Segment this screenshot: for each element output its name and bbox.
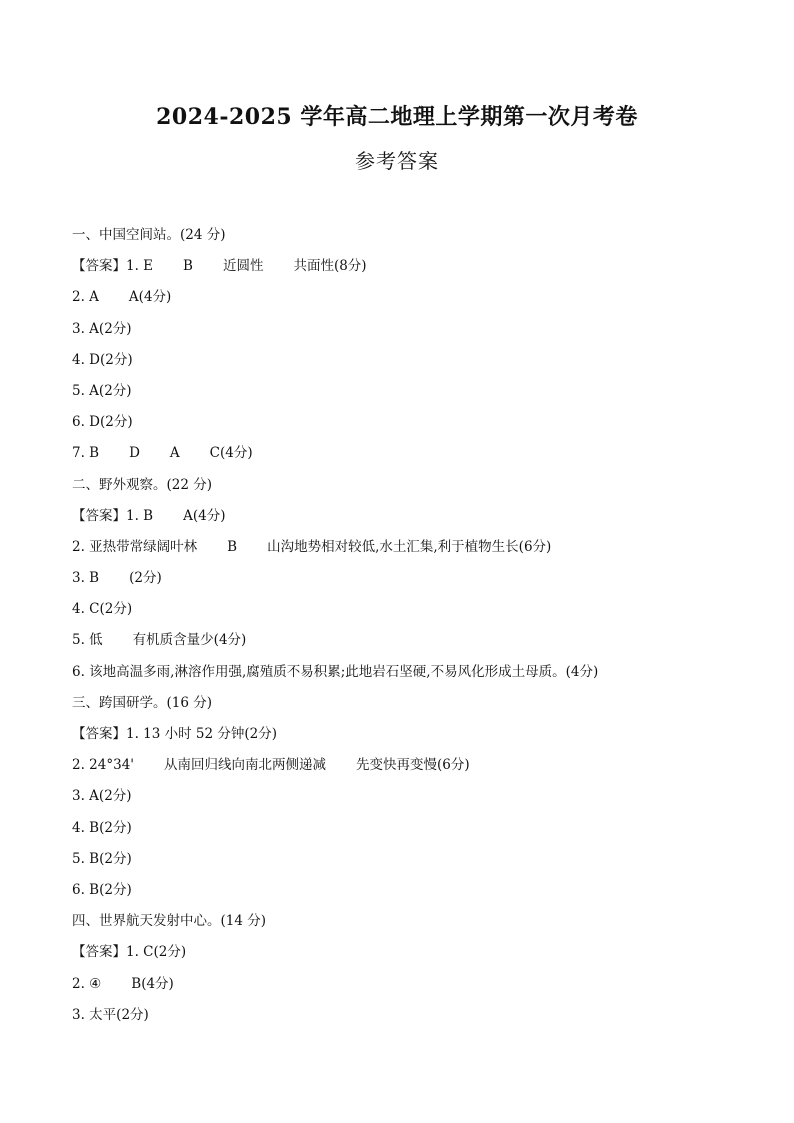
answer-part: 4. D(2分) <box>72 351 133 368</box>
answer-line <box>72 659 772 690</box>
page-subtitle: 参考答案 <box>355 149 439 173</box>
answer-line <box>72 378 772 409</box>
answer-part: 二、野外观察。(22 分) <box>72 476 213 493</box>
answer-line <box>72 503 772 534</box>
answer-part: 3. 太平(2分) <box>72 1006 149 1023</box>
answer-part: C(4分) <box>209 445 253 462</box>
answer-part: 6. 该地高温多雨,淋溶作用强,腐殖质不易积累;此地岩石坚硬,不易风化形成土母质。(4分) <box>72 663 599 680</box>
answer-part: A(4分) <box>183 507 226 524</box>
answer-line <box>72 877 772 908</box>
answer-part: 【答案】1. C(2分) <box>72 944 187 961</box>
answer-line <box>72 721 772 752</box>
page-title: 2024-2025 学年高二地理上学期第一次月考卷 <box>156 104 638 130</box>
answer-line <box>72 846 772 877</box>
answer-part: 2. A <box>72 289 99 306</box>
answer-line <box>72 1002 772 1033</box>
answer-part: 5. 低 <box>72 632 103 649</box>
answer-part: 2. ④ <box>72 975 102 992</box>
answer-part: 2. 24°34' <box>72 757 134 774</box>
answer-line <box>72 596 772 627</box>
answer-line <box>72 971 772 1002</box>
answer-part: 【答案】1. B <box>72 507 154 524</box>
answer-line <box>72 783 772 814</box>
answer-line <box>72 815 772 846</box>
answer-line <box>72 565 772 596</box>
answer-line <box>72 440 772 471</box>
answer-part: 6. D(2分) <box>72 414 133 431</box>
answer-part: 【答案】1. E <box>72 258 154 275</box>
answer-part: 共面性(8分) <box>293 258 367 275</box>
answer-part: 4. C(2分) <box>72 601 133 618</box>
answer-part: 有机质含量少(4分) <box>132 632 247 649</box>
answer-part: (2分) <box>129 570 162 587</box>
answer-part: 3. B <box>72 570 100 587</box>
answer-part: 3. A(2分) <box>72 320 132 337</box>
answer-line <box>72 409 772 440</box>
answer-part: 四、世界航天发射中心。(14 分) <box>72 913 267 930</box>
answer-part: 山沟地势相对较低,水土汇集,利于植物生长(6分) <box>267 538 552 555</box>
answer-part: B <box>227 538 238 555</box>
answer-list <box>72 222 772 1033</box>
answer-part: 3. A(2分) <box>72 788 132 805</box>
section-heading <box>72 222 772 253</box>
section-heading <box>72 690 772 721</box>
answer-line <box>72 534 772 565</box>
answer-line <box>72 627 772 658</box>
answer-part: B(4分) <box>131 975 174 992</box>
answer-part: 从南回归线向南北两侧递减 <box>164 757 326 774</box>
answer-line <box>72 253 772 284</box>
answer-part: A(4分) <box>128 289 172 306</box>
answer-line <box>72 939 772 970</box>
answer-part: D <box>129 445 140 462</box>
answer-part: 6. B(2分) <box>72 881 132 898</box>
answer-part: 2. 亚热带常绿阔叶林 <box>72 538 198 555</box>
answer-line <box>72 284 772 315</box>
answer-part: 5. B(2分) <box>72 850 132 867</box>
answer-line <box>72 752 772 783</box>
answer-part: 4. B(2分) <box>72 819 132 836</box>
answer-part: 5. A(2分) <box>72 382 132 399</box>
answer-part: 近圆性 <box>222 258 264 275</box>
answer-part: 7. B <box>72 445 100 462</box>
answer-part: 一、中国空间站。(24 分) <box>72 227 226 243</box>
answer-line <box>72 316 772 347</box>
answer-part: 三、跨国研学。(16 分) <box>72 694 213 711</box>
answer-line <box>72 347 772 378</box>
answer-part: 【答案】1. 13 小时 52 分钟(2分) <box>72 726 278 742</box>
section-heading <box>72 472 772 503</box>
answer-part: B <box>183 258 193 275</box>
answer-part: A <box>169 445 180 462</box>
section-heading <box>72 908 772 939</box>
answer-part: 先变快再变慢(6分) <box>356 757 470 774</box>
